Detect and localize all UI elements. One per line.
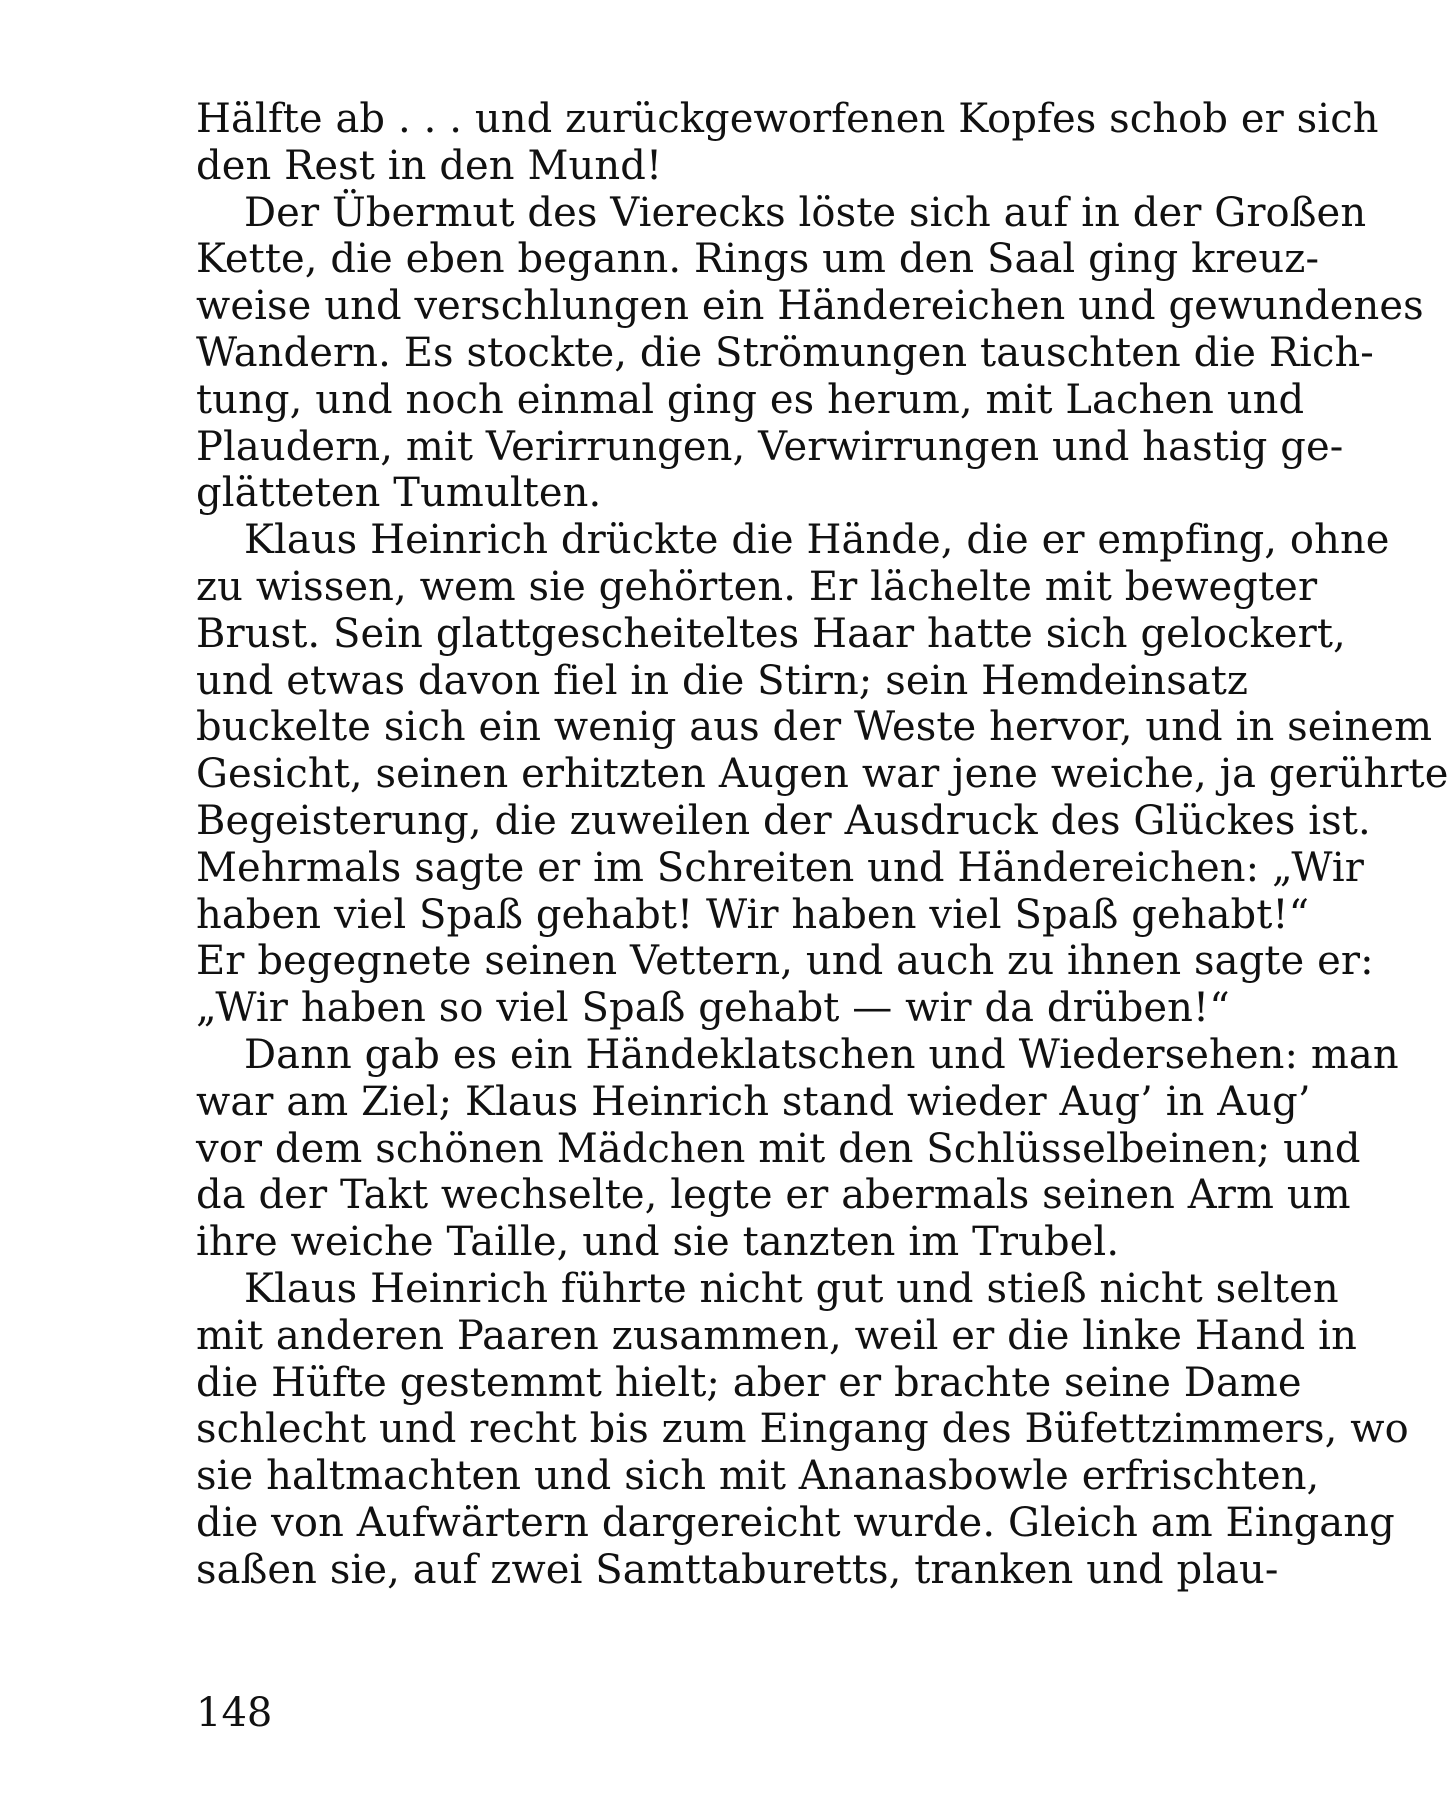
text-line: Dann gab es ein Händeklatschen und Wiedersehen: man	[244, 1031, 1399, 1078]
text-line: Wandern. Es stockte, die Strömungen tauschten die Rich-	[196, 329, 1374, 376]
paragraph-1	[196, 96, 1379, 190]
text-line: Begeisterung, die zuweilen der Ausdruck des Glückes ist.	[196, 797, 1371, 844]
text-line: schlecht und recht bis zum Eingang des Büfettzimmers, wo	[196, 1406, 1409, 1453]
page-number: 148	[196, 1690, 273, 1736]
text-line: weise und verschlungen ein Händereichen und gewundenes	[196, 283, 1424, 330]
text-line: tung, und noch einmal ging es herum, mit Lachen und	[196, 376, 1305, 423]
text-line: vor dem schönen Mädchen mit den Schlüsselbeinen; und	[196, 1125, 1361, 1172]
text-line: ihre weiche Taille, und sie tanzten im Trubel.	[196, 1219, 1120, 1266]
text-line: Gesicht, seinen erhitzten Augen war jene weiche, ja gerührte	[196, 751, 1449, 798]
text-line: zu wissen, wem sie gehörten. Er lächelte mit bewegter	[196, 563, 1318, 610]
text-line: sie haltmachten und sich mit Ananasbowle erfrischten,	[196, 1453, 1320, 1500]
text-line: mit anderen Paaren zusammen, weil er die linke Hand in	[196, 1312, 1357, 1359]
text-line: Brust. Sein glattgescheiteltes Haar hatte sich gelockert,	[196, 610, 1346, 657]
text-line: die Hüfte gestemmt hielt; aber er brachte seine Dame	[196, 1359, 1302, 1406]
body-text	[196, 96, 1449, 1594]
text-line: und etwas davon fiel in die Stirn; sein Hemdeinsatz	[196, 657, 1249, 704]
text-line: saßen sie, auf zwei Samttaburetts, tranken und plau-	[196, 1546, 1279, 1593]
paragraph-2	[196, 189, 1424, 518]
text-line: Der Übermut des Vierecks löste sich auf in der Großen	[244, 189, 1367, 236]
text-line: Er begegnete seinen Vettern, und auch zu ihnen sagte er:	[196, 938, 1374, 985]
text-line: Klaus Heinrich führte nicht gut und stieß nicht selten	[244, 1265, 1339, 1312]
text-line: glätteten Tumulten.	[196, 470, 602, 517]
paragraph-4	[196, 1031, 1399, 1266]
text-line: Kette, die eben begann. Rings um den Saal ging kreuz-	[196, 236, 1320, 283]
text-line: Klaus Heinrich drückte die Hände, die er empfing, ohne	[244, 517, 1390, 564]
text-line: da der Takt wechselte, legte er abermals seinen Arm um	[196, 1172, 1351, 1219]
text-line: „Wir haben so viel Spaß gehabt — wir da drüben!“	[196, 985, 1230, 1032]
text-line: den Rest in den Mund!	[196, 142, 663, 189]
text-line: Plaudern, mit Verirrungen, Verwirrungen und hastig ge-	[196, 423, 1344, 470]
text-line: die von Aufwärtern dargereicht wurde. Gleich am Eingang	[196, 1499, 1395, 1546]
text-line: Mehrmals sagte er im Schreiten und Händereichen: „Wir	[196, 844, 1364, 891]
paragraph-5	[196, 1265, 1409, 1594]
text-line: war am Ziel; Klaus Heinrich stand wieder Aug’ in Aug’	[196, 1078, 1311, 1125]
text-line: buckelte sich ein wenig aus der Weste hervor, und in seinem	[196, 704, 1433, 751]
text-line: haben viel Spaß gehabt! Wir haben viel Spaß gehabt!“	[196, 891, 1310, 938]
text-line: Hälfte ab . . . und zurückgeworfenen Kopfes schob er sich	[196, 96, 1379, 142]
paragraph-3	[196, 517, 1449, 1032]
